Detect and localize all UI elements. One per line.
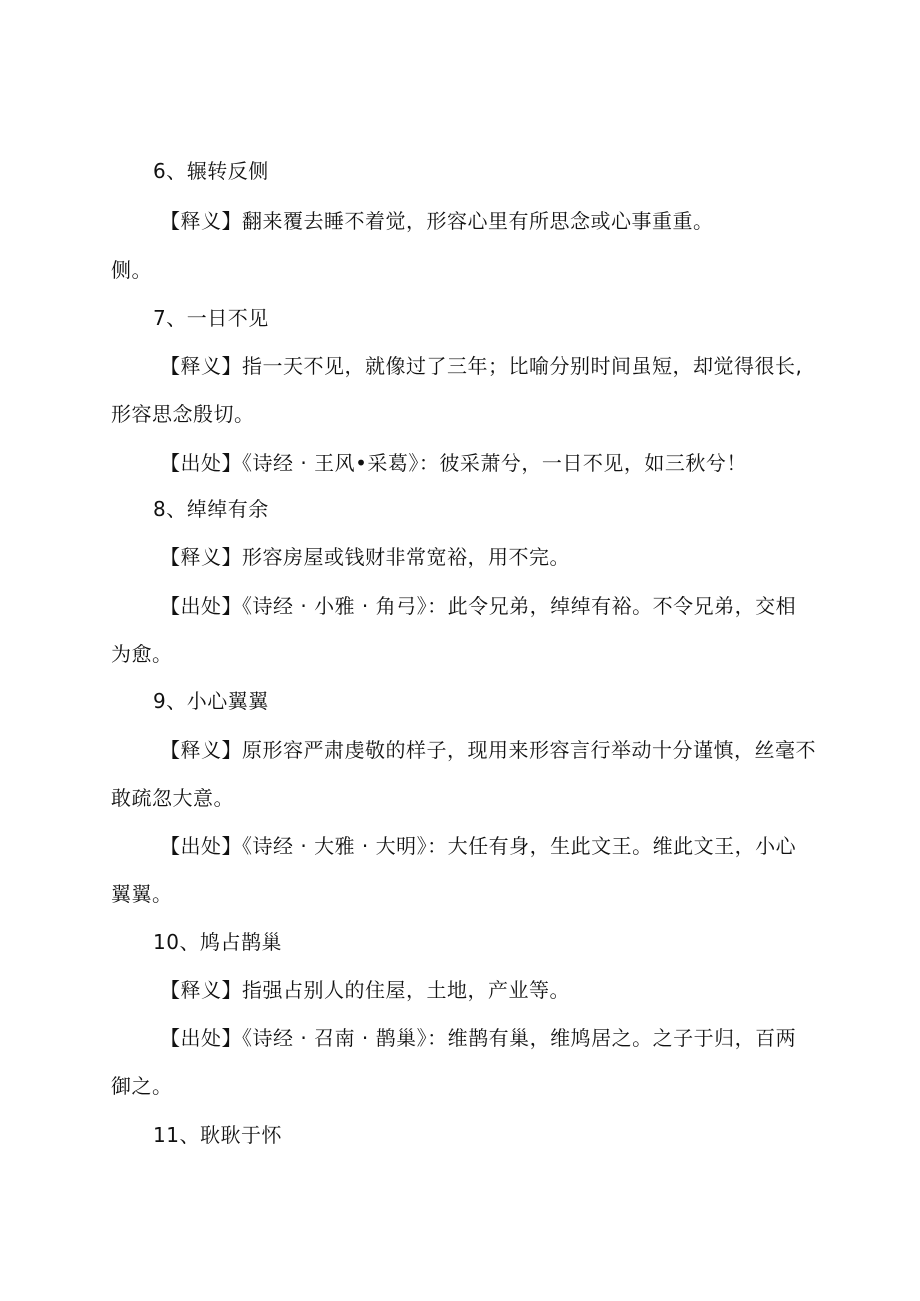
source-text: 【出处】《诗经 · 王风•采葛》：彼采萧兮，一日不见，如三秋兮！ xyxy=(160,451,747,475)
entry-heading: 10、鸠占鹊巢 xyxy=(153,930,282,954)
meaning-text-continued: 形容思念殷切。 xyxy=(111,402,255,426)
entry-heading: 7、一日不见 xyxy=(153,306,269,330)
meaning-text: 【释义】原形容严肃虔敬的样子，现用来形容言行举动十分谨慎，丝毫不 xyxy=(160,738,816,762)
source-text: 【出处】《诗经 · 大雅 · 大明》：大任有身，生此文王。维此文王，小心 xyxy=(160,834,797,858)
entry-heading: 9、小心翼翼 xyxy=(153,689,269,713)
source-text: 【出处】《诗经 · 召南 · 鹊巢》：维鹊有巢，维鸠居之。之子于归，百两 xyxy=(160,1026,797,1050)
source-text-continued: 翼翼。 xyxy=(111,882,173,906)
entry-heading: 6、辗转反侧 xyxy=(153,159,269,183)
entry-heading: 11、耿耿于怀 xyxy=(153,1123,282,1147)
source-text-continued: 御之。 xyxy=(111,1074,173,1098)
meaning-text: 【释义】指一天不见，就像过了三年；比喻分别时间虽短，却觉得很长, xyxy=(160,354,803,378)
meaning-text-continued: 侧。 xyxy=(111,258,152,282)
meaning-text-continued: 敢疏忽大意。 xyxy=(111,786,234,810)
source-text: 【出处】《诗经 · 小雅 · 角弓》：此令兄弟，绰绰有裕。不令兄弟，交相 xyxy=(160,594,797,618)
meaning-text: 【释义】翻来覆去睡不着觉，形容心里有所思念或心事重重。 xyxy=(160,209,714,233)
source-text-continued: 为愈。 xyxy=(111,642,173,666)
meaning-text: 【释义】指强占别人的住屋，土地，产业等。 xyxy=(160,978,570,1002)
meaning-text: 【释义】形容房屋或钱财非常宽裕，用不完。 xyxy=(160,545,570,569)
entry-heading: 8、绰绰有余 xyxy=(153,497,269,521)
